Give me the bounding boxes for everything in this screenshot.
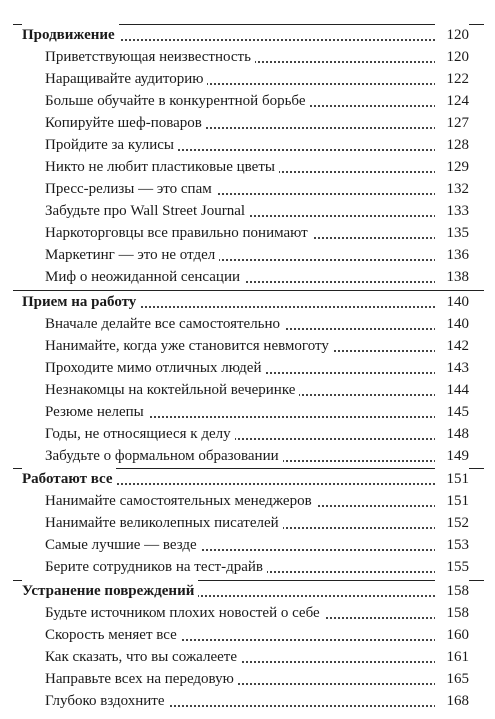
page-number: 160 bbox=[435, 624, 469, 646]
toc-entry[interactable] bbox=[0, 134, 495, 156]
entry-title: Как сказать, что вы сожалеете bbox=[45, 646, 241, 668]
section-title: Устранение повреждений bbox=[22, 580, 198, 602]
page-number: 143 bbox=[435, 357, 469, 379]
entry-title: Маркетинг — это не отдел bbox=[45, 244, 219, 266]
toc-entry[interactable] bbox=[0, 690, 495, 712]
page-number: 133 bbox=[435, 200, 469, 222]
entry-title: Самые лучшие — везде bbox=[45, 534, 201, 556]
entry-title: Приветствующая неизвестность bbox=[45, 46, 255, 68]
page-number: 142 bbox=[435, 335, 469, 357]
entry-title: Годы, не относящиеся к делу bbox=[45, 423, 235, 445]
entry-title: Никто не любит пластиковые цветы bbox=[45, 156, 279, 178]
page-number: 144 bbox=[435, 379, 469, 401]
page-number: 165 bbox=[435, 668, 469, 690]
section-title: Продвижение bbox=[22, 24, 119, 46]
page-number: 158 bbox=[435, 580, 469, 602]
page-number: 161 bbox=[435, 646, 469, 668]
entry-title: Забудьте про Wall Street Journal bbox=[45, 200, 249, 222]
page-number: 153 bbox=[435, 534, 469, 556]
toc-entry[interactable] bbox=[0, 423, 495, 445]
toc-entry[interactable] bbox=[0, 244, 495, 266]
entry-title: Берите сотрудников на тест-драйв bbox=[45, 556, 267, 578]
page-number: 128 bbox=[435, 134, 469, 156]
toc-entry[interactable] bbox=[0, 335, 495, 357]
toc-entry[interactable] bbox=[0, 624, 495, 646]
toc-entry[interactable] bbox=[0, 490, 495, 512]
entry-title: Забудьте о формальном образовании bbox=[45, 445, 283, 467]
toc-section-heading[interactable] bbox=[0, 291, 495, 313]
toc-entry[interactable] bbox=[0, 602, 495, 624]
entry-title: Пройдите за кулисы bbox=[45, 134, 178, 156]
toc-section-heading[interactable] bbox=[0, 24, 495, 46]
section-title: Работают все bbox=[22, 468, 116, 490]
entry-title: Наращивайте аудиторию bbox=[45, 68, 207, 90]
toc-entry[interactable] bbox=[0, 266, 495, 288]
entry-title: Будьте источником плохих новостей о себе bbox=[45, 602, 324, 624]
entry-title: Больше обучайте в конкурентной борьбе bbox=[45, 90, 310, 112]
entry-title: Наркоторговцы все правильно понимают bbox=[45, 222, 312, 244]
page-number: 158 bbox=[435, 602, 469, 624]
toc-entry[interactable] bbox=[0, 222, 495, 244]
entry-title: Вначале делайте все самостоятельно bbox=[45, 313, 284, 335]
entry-title: Резюме нелепы bbox=[45, 401, 148, 423]
page-number: 151 bbox=[435, 468, 469, 490]
entry-title: Нанимайте великолепных писателей bbox=[45, 512, 283, 534]
page-number: 151 bbox=[435, 490, 469, 512]
section-title: Прием на работу bbox=[22, 291, 140, 313]
page-number: 122 bbox=[435, 68, 469, 90]
page-number: 140 bbox=[435, 313, 469, 335]
entry-title: Проходите мимо отличных людей bbox=[45, 357, 265, 379]
toc-entry[interactable] bbox=[0, 200, 495, 222]
page-number: 132 bbox=[435, 178, 469, 200]
page-number: 145 bbox=[435, 401, 469, 423]
page-number: 149 bbox=[435, 445, 469, 467]
page-number: 135 bbox=[435, 222, 469, 244]
page-number: 152 bbox=[435, 512, 469, 534]
toc-entry[interactable] bbox=[0, 46, 495, 68]
toc-entry[interactable] bbox=[0, 68, 495, 90]
toc-entry[interactable] bbox=[0, 90, 495, 112]
toc-entry[interactable] bbox=[0, 534, 495, 556]
toc-section-heading[interactable] bbox=[0, 580, 495, 602]
entry-title: Направьте всех на передовую bbox=[45, 668, 238, 690]
toc-entry[interactable] bbox=[0, 556, 495, 578]
page-number: 148 bbox=[435, 423, 469, 445]
toc-entry[interactable] bbox=[0, 646, 495, 668]
toc-entry[interactable] bbox=[0, 379, 495, 401]
toc-entry[interactable] bbox=[0, 512, 495, 534]
toc-entry[interactable] bbox=[0, 445, 495, 467]
entry-title: Миф о неожиданной сенсации bbox=[45, 266, 244, 288]
entry-title: Незнакомцы на коктейльной вечеринке bbox=[45, 379, 299, 401]
page-number: 120 bbox=[435, 46, 469, 68]
page-number: 168 bbox=[435, 690, 469, 712]
toc-entry[interactable] bbox=[0, 313, 495, 335]
entry-title: Скорость меняет все bbox=[45, 624, 181, 646]
page-number: 124 bbox=[435, 90, 469, 112]
toc-entry[interactable] bbox=[0, 178, 495, 200]
entry-title: Нанимайте, когда уже становится невмоготу bbox=[45, 335, 333, 357]
entry-title: Нанимайте самостоятельных менеджеров bbox=[45, 490, 316, 512]
page-number: 136 bbox=[435, 244, 469, 266]
page-number: 155 bbox=[435, 556, 469, 578]
page-number: 129 bbox=[435, 156, 469, 178]
entry-title: Глубоко вздохните bbox=[45, 690, 169, 712]
toc-entry[interactable] bbox=[0, 668, 495, 690]
page-number: 120 bbox=[435, 24, 469, 46]
page-number: 140 bbox=[435, 291, 469, 313]
toc-entry[interactable] bbox=[0, 156, 495, 178]
toc-entry[interactable] bbox=[0, 357, 495, 379]
toc-section-heading[interactable] bbox=[0, 468, 495, 490]
page-number: 138 bbox=[435, 266, 469, 288]
entry-title: Пресс-релизы — это спам bbox=[45, 178, 216, 200]
page-number: 127 bbox=[435, 112, 469, 134]
entry-title: Копируйте шеф-поваров bbox=[45, 112, 206, 134]
toc-entry[interactable] bbox=[0, 401, 495, 423]
toc-entry[interactable] bbox=[0, 112, 495, 134]
